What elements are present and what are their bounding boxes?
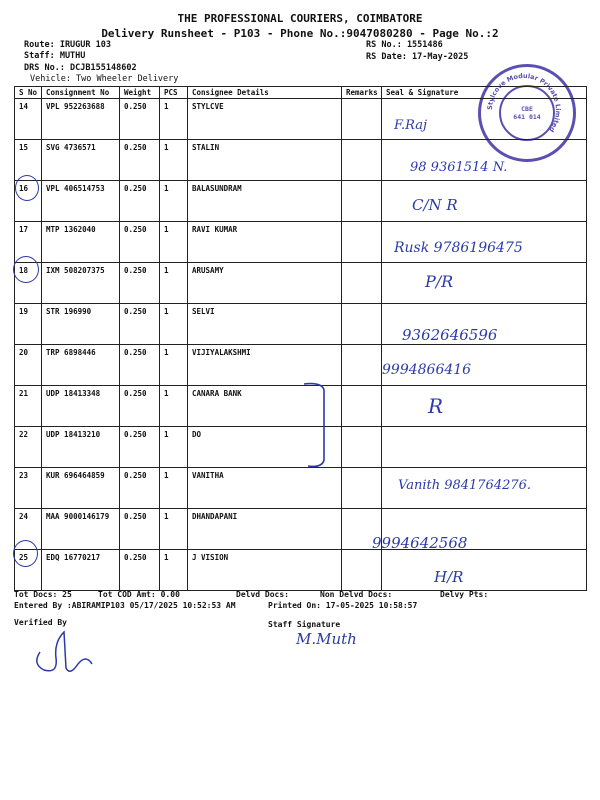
cell-weight: 0.250	[120, 181, 160, 222]
company-title: THE PROFESSIONAL COURIERS, COIMBATORE	[177, 12, 423, 25]
drs-number: DRS No.: DCJB155148602	[24, 63, 137, 73]
cell-weight: 0.250	[120, 427, 160, 468]
cell-consignee: RAVI KUMAR	[188, 222, 342, 263]
cell-remarks	[342, 550, 382, 591]
table-header-row	[15, 87, 587, 99]
table-row	[15, 509, 587, 550]
cell-remarks	[342, 304, 382, 345]
sno-circle-mark	[13, 540, 38, 567]
cell-weight: 0.250	[120, 99, 160, 140]
cell-pcs: 1	[160, 509, 188, 550]
sno-circle-mark	[13, 256, 39, 283]
cell-sno: 22	[15, 427, 42, 468]
company-seal-stamp: Stylcove Modular Private Limited CBE 641 014	[478, 64, 576, 162]
cell-weight: 0.250	[120, 304, 160, 345]
cell-signature	[382, 263, 587, 304]
rs-date: RS Date: 17-May-2025	[366, 52, 469, 62]
total-docs: Tot Docs: 25	[14, 590, 72, 599]
cell-sno: 16	[15, 181, 42, 222]
cell-remarks	[342, 345, 382, 386]
verified-by-label: Verified By	[14, 618, 67, 627]
runsheet-subtitle: Delivery Runsheet - P103 - Phone No.:9047080280 - Page No.:2	[101, 27, 499, 40]
delivered-docs: Delvd Docs:	[236, 590, 289, 599]
cell-consignment: UDP 18413210	[42, 427, 120, 468]
cell-consignment: IXM 508207375	[42, 263, 120, 304]
cell-remarks	[342, 140, 382, 181]
cell-consignment: SVG 4736571	[42, 140, 120, 181]
handwritten-signature: 98 9361514 N.	[410, 160, 508, 175]
route-label: Route: IRUGUR 103	[24, 40, 111, 50]
handwritten-signature: 9994866416	[382, 362, 472, 378]
cell-consignment: MAA 9000146179	[42, 509, 120, 550]
staff-handwritten-signature: M.Muth	[296, 630, 357, 648]
cell-weight: 0.250	[120, 222, 160, 263]
sno-circle-mark	[15, 175, 39, 201]
cell-consignee: ARUSAMY	[188, 263, 342, 304]
printed-on: Printed On: 17-05-2025 10:58:57	[268, 601, 418, 610]
non-delivered-docs: Non Delvd Docs:	[320, 590, 393, 599]
handwritten-note: H/R	[434, 568, 464, 586]
handwritten-signature: Rusk 9786196475	[394, 240, 523, 256]
cell-consignment: KUR 696464859	[42, 468, 120, 509]
vehicle-label: Vehicle: Two Wheeler Delivery	[30, 74, 179, 84]
cell-consignee: DO	[188, 427, 342, 468]
handwritten-signature: R	[428, 394, 444, 418]
cell-pcs: 1	[160, 304, 188, 345]
cell-sno: 24	[15, 509, 42, 550]
total-cod-amount: Tot COD Amt: 0.00	[98, 590, 180, 599]
cell-consignee: SELVI	[188, 304, 342, 345]
cell-consignment: VPL 406514753	[42, 181, 120, 222]
verifier-signature-mark	[30, 624, 100, 684]
cell-pcs: 1	[160, 140, 188, 181]
cell-remarks	[342, 263, 382, 304]
cell-consignment: TRP 6898446	[42, 345, 120, 386]
table-row	[15, 550, 587, 591]
handwritten-signature: Vanith 9841764276.	[398, 478, 532, 493]
table-row	[15, 181, 587, 222]
cell-sno: 15	[15, 140, 42, 181]
bracket-mark	[300, 380, 336, 470]
cell-consignment: STR 196990	[42, 304, 120, 345]
table-row	[15, 263, 587, 304]
cell-consignee: DHANDAPANI	[188, 509, 342, 550]
table-row	[15, 99, 587, 140]
staff-label: Staff: MUTHU	[24, 51, 86, 61]
cell-signature	[382, 386, 587, 427]
cell-remarks	[342, 386, 382, 427]
cell-weight: 0.250	[120, 345, 160, 386]
cell-sno: 14	[15, 99, 42, 140]
cell-weight: 0.250	[120, 468, 160, 509]
col-consignee: Consignee Details	[188, 87, 342, 99]
col-pcs: PCS	[160, 87, 188, 99]
cell-remarks	[342, 222, 382, 263]
cell-sno: 21	[15, 386, 42, 427]
delivery-points: Delvy Pts:	[440, 590, 489, 599]
svg-text:Stylcove Modular Private Limit: Stylcove Modular Private Limited	[485, 71, 563, 134]
cell-remarks	[342, 427, 382, 468]
cell-weight: 0.250	[120, 140, 160, 181]
cell-consignment: UDP 18413348	[42, 386, 120, 427]
cell-remarks	[342, 99, 382, 140]
staff-signature-label: Staff Signature	[268, 620, 341, 629]
cell-consignee: STYLCVE	[188, 99, 342, 140]
cell-consignee: CANARA BANK	[188, 386, 342, 427]
handwritten-signature: 9362646596	[402, 326, 498, 344]
cell-weight: 0.250	[120, 509, 160, 550]
cell-consignment: MTP 1362040	[42, 222, 120, 263]
handwritten-signature: 9994642568	[372, 534, 468, 552]
entered-by: Entered By :ABIRAMIP103 05/17/2025 10:52:53 AM	[14, 601, 236, 610]
cell-sno: 20	[15, 345, 42, 386]
cell-weight: 0.250	[120, 550, 160, 591]
col-remarks: Remarks	[342, 87, 382, 99]
cell-pcs: 1	[160, 99, 188, 140]
cell-consignee: BALASUNDRAM	[188, 181, 342, 222]
cell-sno: 19	[15, 304, 42, 345]
col-weight: Weight	[120, 87, 160, 99]
cell-pcs: 1	[160, 427, 188, 468]
cell-pcs: 1	[160, 386, 188, 427]
handwritten-signature: F.Raj	[394, 118, 427, 133]
cell-pcs: 1	[160, 222, 188, 263]
handwritten-note: P/R	[425, 272, 454, 291]
cell-signature	[382, 427, 587, 468]
cell-consignment: EDQ 16770217	[42, 550, 120, 591]
cell-pcs: 1	[160, 263, 188, 304]
table-row	[15, 304, 587, 345]
col-consignment: Consignment No	[42, 87, 120, 99]
cell-weight: 0.250	[120, 386, 160, 427]
handwritten-note: C/N R	[412, 196, 458, 214]
col-seal-signature: Seal & Signature	[382, 87, 587, 99]
cell-pcs: 1	[160, 181, 188, 222]
cell-sno: 25	[15, 550, 42, 591]
cell-pcs: 1	[160, 345, 188, 386]
cell-sno: 18	[15, 263, 42, 304]
cell-pcs: 1	[160, 468, 188, 509]
rs-number: RS No.: 1551486	[366, 40, 443, 50]
cell-remarks	[342, 181, 382, 222]
cell-consignment: VPL 952263688	[42, 99, 120, 140]
cell-sno: 23	[15, 468, 42, 509]
cell-consignee: J VISION	[188, 550, 342, 591]
cell-sno: 17	[15, 222, 42, 263]
cell-consignee: STALIN	[188, 140, 342, 181]
cell-weight: 0.250	[120, 263, 160, 304]
col-sno: S No	[15, 87, 42, 99]
cell-remarks	[342, 468, 382, 509]
cell-signature	[382, 550, 587, 591]
cell-pcs: 1	[160, 550, 188, 591]
cell-consignee: VIJIYALAKSHMI	[188, 345, 342, 386]
cell-consignee: VANITHA	[188, 468, 342, 509]
